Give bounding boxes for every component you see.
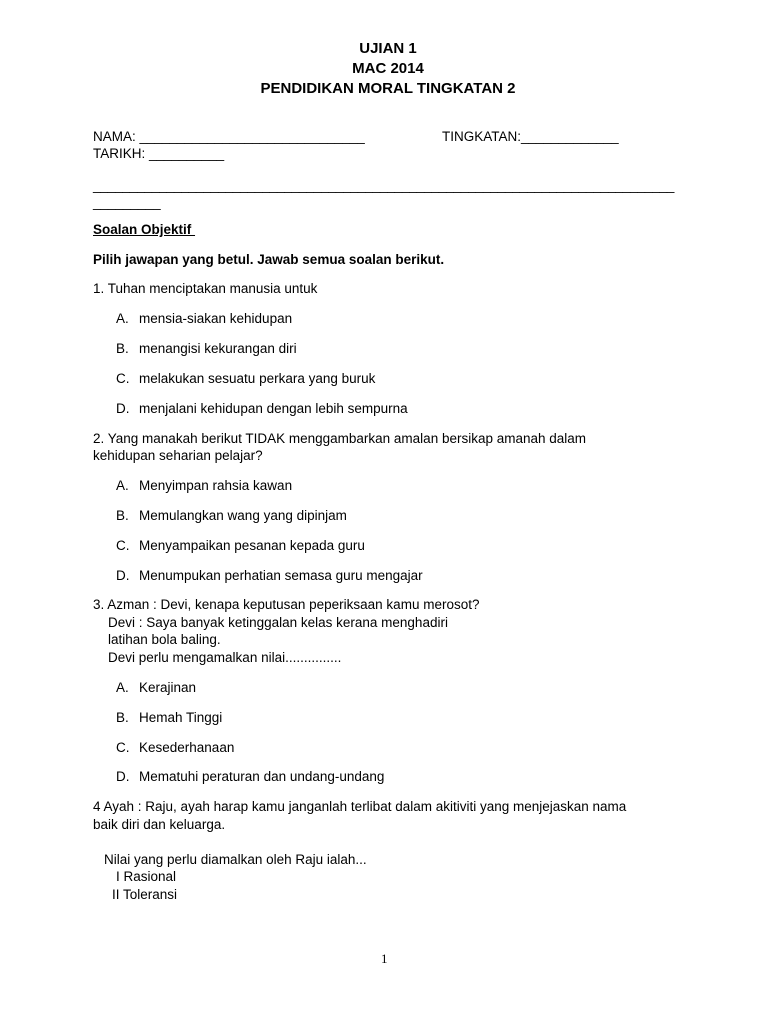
option-text: Menumpukan perhatian semasa guru mengajar <box>139 568 423 583</box>
date-field: TARIKH: __________ <box>93 146 225 161</box>
option-letter: C. <box>116 538 130 553</box>
option-letter: B. <box>116 341 129 356</box>
option-letter: B. <box>116 710 129 725</box>
question-3-stem: 3. Azman : Devi, kenapa keputusan peperiksaan kamu merosot? <box>93 597 480 612</box>
option-text: menangisi kekurangan diri <box>139 341 297 356</box>
option-letter: D. <box>116 568 130 583</box>
divider-line-short: _________ <box>93 195 161 210</box>
class-field: TINGKATAN:_____________ <box>442 129 619 144</box>
page-number: 1 <box>381 951 388 966</box>
exam-subject: PENDIDIKAN MORAL TINGKATAN 2 <box>260 80 516 97</box>
exam-date: MAC 2014 <box>352 60 424 77</box>
question-4-item: I Rasional <box>116 869 177 884</box>
option-text: melakukan sesuatu perkara yang buruk <box>139 371 376 386</box>
option-letter: A. <box>116 311 129 326</box>
option-text: Menyimpan rahsia kawan <box>139 478 293 493</box>
option-text: Kesederhanaan <box>139 740 235 755</box>
option-letter: A. <box>116 478 129 493</box>
option-letter: A. <box>116 680 129 695</box>
option-text: Memulangkan wang yang dipinjam <box>139 508 347 523</box>
question-4-prompt: Nilai yang perlu diamalkan oleh Raju ialah... <box>104 852 367 867</box>
option-letter: B. <box>116 508 129 523</box>
question-2-stem: 2. Yang manakah berikut TIDAK menggambarkan amalan bersikap amanah dalam <box>93 431 587 446</box>
question-4-stem-cont: baik diri dan keluarga. <box>93 817 226 832</box>
question-1-stem: 1. Tuhan menciptakan manusia untuk <box>93 281 318 296</box>
question-3-stem-cont: Devi perlu mengamalkan nilai............... <box>93 650 342 665</box>
option-text: Mematuhi peraturan dan undang-undang <box>139 769 385 784</box>
option-letter: D. <box>116 401 130 416</box>
question-3-stem-cont: latihan bola baling. <box>93 632 221 647</box>
option-text: Menyampaikan pesanan kepada guru <box>139 538 365 553</box>
option-text: Kerajinan <box>139 680 197 695</box>
question-4-stem: 4 Ayah : Raju, ayah harap kamu janganlah terlibat dalam akitiviti yang menjejaskan nama <box>93 799 627 814</box>
instruction-text: Pilih jawapan yang betul. Jawab semua soalan berikut. <box>93 252 445 267</box>
option-letter: C. <box>116 740 130 755</box>
question-2-stem-cont: kehidupan seharian pelajar? <box>93 448 263 463</box>
name-field: NAMA: ______________________________ <box>93 129 365 144</box>
section-heading: Soalan Objektif <box>93 222 196 237</box>
option-text: Hemah Tinggi <box>139 710 223 725</box>
question-4-item: II Toleransi <box>112 887 178 902</box>
option-letter: C. <box>116 371 130 386</box>
option-letter: D. <box>116 769 130 784</box>
exam-title: UJIAN 1 <box>359 40 417 57</box>
divider-line: _______________________________________________________________________________ <box>93 178 675 193</box>
question-3-stem-cont: Devi : Saya banyak ketinggalan kelas kerana menghadiri <box>93 615 448 630</box>
option-text: menjalani kehidupan dengan lebih sempurna <box>139 401 408 416</box>
option-text: mensia-siakan kehidupan <box>139 311 293 326</box>
